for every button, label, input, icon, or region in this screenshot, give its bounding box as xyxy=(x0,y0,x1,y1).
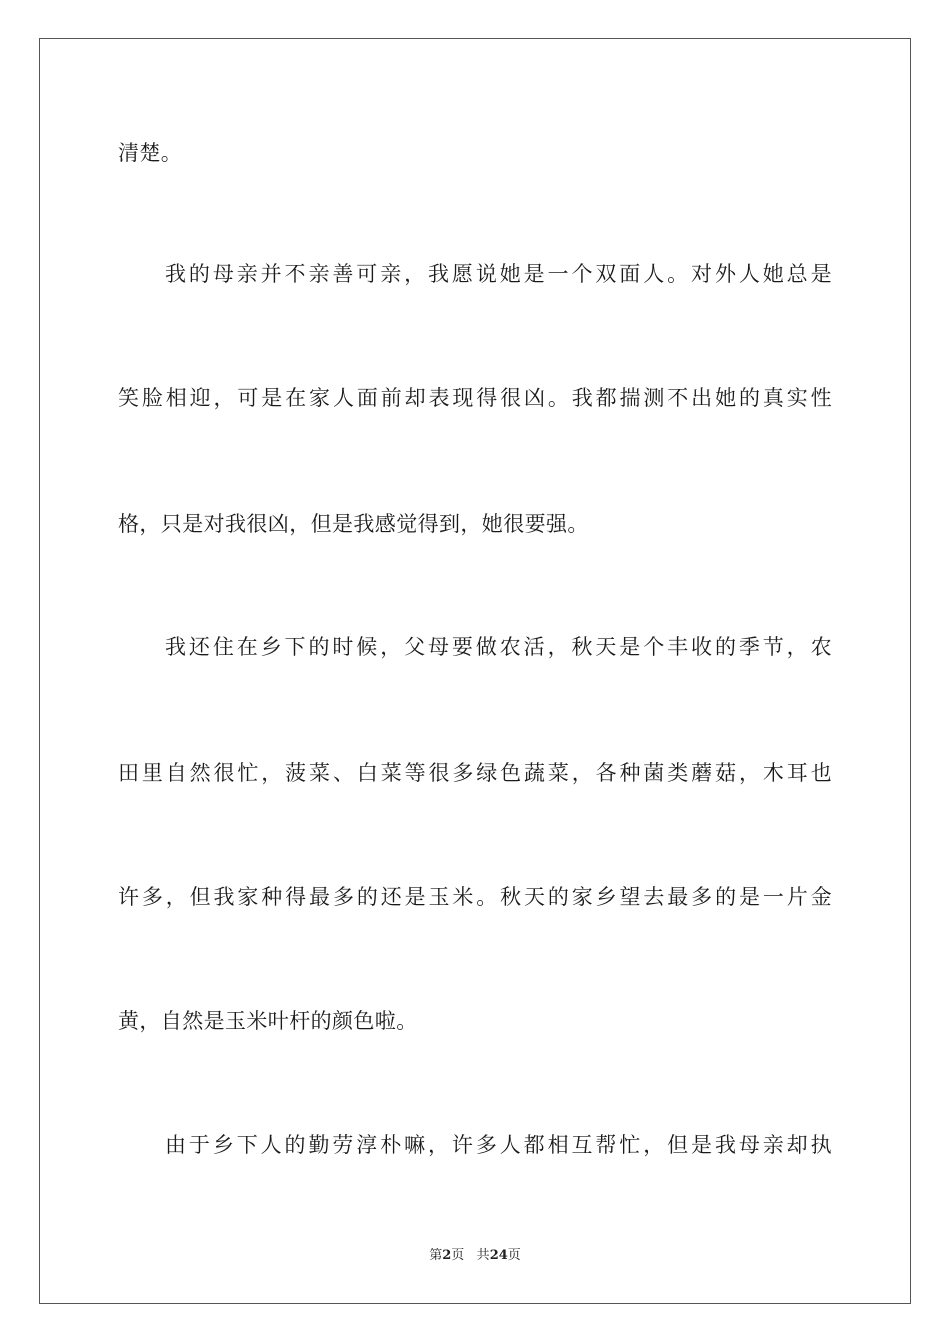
total-suffix: 页 xyxy=(507,1248,521,1263)
text-line-7: 许多，但我家种得最多的还是玉米。秋天的家乡望去最多的是一片金 xyxy=(118,885,832,909)
text-line-8: 黄，自然是玉米叶杆的颜色啦。 xyxy=(118,1009,418,1033)
page-prefix: 第 xyxy=(429,1248,443,1263)
page-border xyxy=(39,38,911,1304)
text-line-2: 我的母亲并不亲善可亲，我愿说她是一个双面人。对外人她总是 xyxy=(165,262,832,286)
total-pages: 24 xyxy=(489,1248,508,1263)
text-line-6: 田里自然很忙，菠菜、白菜等很多绿色蔬菜，各种菌类蘑菇，木耳也 xyxy=(118,761,832,785)
page-suffix: 页 xyxy=(451,1248,465,1263)
total-prefix: 共 xyxy=(476,1248,490,1263)
page-number: 2 xyxy=(442,1248,452,1263)
text-line-3: 笑脸相迎，可是在家人面前却表现得很凶。我都揣测不出她的真实性 xyxy=(118,386,832,410)
text-line-5: 我还住在乡下的时候，父母要做农活，秋天是个丰收的季节，农 xyxy=(165,635,832,659)
text-line-1: 清楚。 xyxy=(118,141,183,165)
page-footer xyxy=(0,1247,950,1265)
text-line-9: 由于乡下人的勤劳淳朴嘛，许多人都相互帮忙，但是我母亲却执 xyxy=(165,1133,832,1157)
text-line-4: 格，只是对我很凶，但是我感觉得到，她很要强。 xyxy=(118,512,589,536)
